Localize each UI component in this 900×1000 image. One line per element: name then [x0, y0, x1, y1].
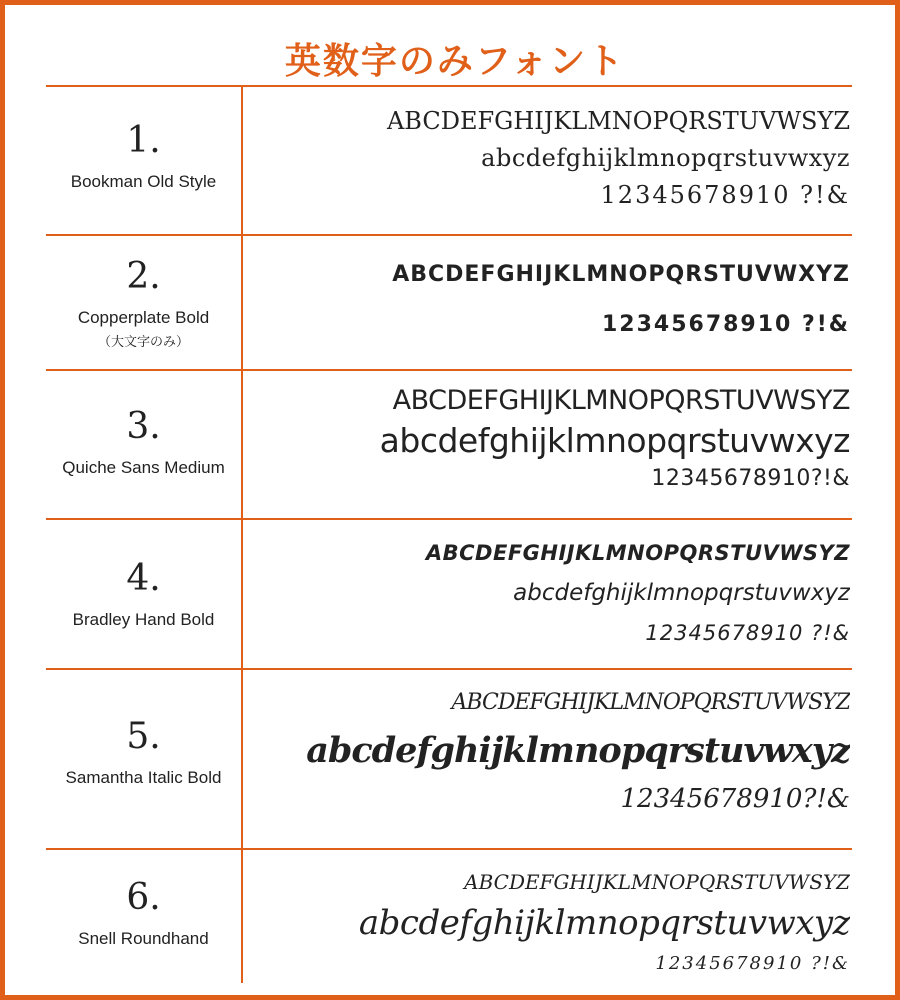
- sample-digits: 12345678910 ?!&: [645, 621, 850, 645]
- sample-digits: 12345678910?!&: [620, 784, 850, 814]
- font-label-2: [46, 257, 241, 352]
- font-name: Bradley Hand Bold: [72, 610, 215, 629]
- divider-2: [46, 369, 852, 371]
- font-number: 3.: [126, 406, 161, 447]
- font-sample-table: [46, 85, 852, 983]
- font-sample-1: [243, 103, 852, 214]
- sample-lowercase: abcdefghijklmnopqrstuvwxyz: [379, 421, 850, 460]
- font-sample-3: [243, 383, 852, 495]
- font-sample-4: [243, 533, 852, 653]
- font-note: （大文字のみ）: [97, 334, 189, 349]
- font-name: Samantha Italic Bold: [65, 768, 222, 787]
- sample-lowercase: abcdefghijklmnopqrstuvwxyz: [481, 144, 850, 172]
- font-label-4: [46, 559, 241, 631]
- font-number: 1.: [126, 120, 161, 161]
- font-label-6: [46, 878, 241, 950]
- divider-5: [46, 848, 852, 850]
- font-sample-2: [243, 250, 852, 350]
- font-name: Bookman Old Style: [70, 172, 217, 191]
- sample-lowercase: abcdefghijklmnopqrstuvwxyz: [513, 580, 850, 606]
- sample-uppercase: ABCDEFGHIJKLMNOPQRSTUVWSYZ: [451, 690, 850, 715]
- divider-1: [46, 234, 852, 236]
- font-number: 5.: [126, 716, 161, 757]
- font-name: Quiche Sans Medium: [62, 458, 225, 477]
- sample-uppercase: ABCDEFGHIJKLMNOPQRSTUVWSYZ: [425, 541, 850, 565]
- page-title: 英数字のみフォント: [284, 40, 626, 82]
- font-label-5: [46, 717, 241, 789]
- sample-digits: 12345678910 ?!&: [655, 953, 850, 974]
- sample-uppercase: ABCDEFGHIJKLMNOPQRSTUVWSYZ: [386, 107, 850, 135]
- font-name: Copperplate Bold: [77, 308, 210, 327]
- divider-top: [46, 85, 852, 87]
- font-name: Snell Roundhand: [78, 929, 209, 948]
- sample-digits: 12345678910 ?!&: [601, 312, 850, 337]
- sample-uppercase: ABCDEFGHIJKLMNOPQRSTUVWXYZ: [392, 262, 850, 287]
- sample-uppercase: ABCDEFGHIJKLMNOPQRSTUVWSYZ: [392, 385, 850, 416]
- font-sample-6: [243, 865, 852, 981]
- sample-lowercase: abcdefghijklmnopqrstuvwxyz: [358, 903, 850, 943]
- font-number: 6.: [126, 877, 161, 918]
- font-number: 2.: [126, 256, 161, 297]
- sample-uppercase: ABCDEFGHIJKLMNOPQRSTUVWSYZ: [464, 870, 850, 894]
- font-number: 4.: [126, 558, 161, 599]
- font-label-1: [46, 121, 241, 193]
- sample-digits: 12345678910 ?!&: [600, 181, 850, 209]
- font-label-3: [46, 407, 241, 479]
- divider-4: [46, 668, 852, 670]
- font-sample-5: [243, 683, 852, 819]
- sample-digits: 12345678910?!&: [651, 466, 850, 491]
- sample-lowercase: abcdefghijklmnopqrstuvwxyz: [306, 730, 850, 771]
- divider-3: [46, 518, 852, 520]
